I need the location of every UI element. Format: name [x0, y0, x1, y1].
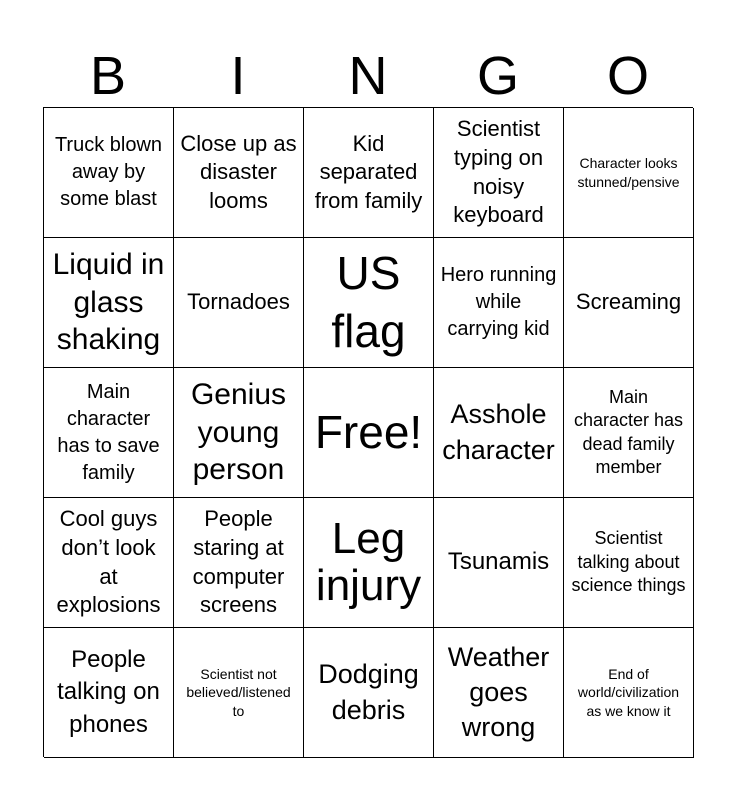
bingo-cell[interactable]: [434, 498, 564, 628]
cell-text: Asshole character: [442, 399, 555, 465]
bingo-cell[interactable]: [304, 108, 434, 238]
cell-text: Hero running while carrying kid: [440, 264, 557, 340]
bingo-cell[interactable]: [174, 628, 304, 758]
cell-text: Liquid in glass shaking: [52, 248, 165, 357]
cell-text: Tornadoes: [187, 289, 290, 315]
free-space[interactable]: [304, 368, 434, 498]
free-space-text: Free!: [314, 405, 423, 458]
cell-text: Dodging debris: [318, 659, 419, 725]
cell-text: Leg injury: [315, 514, 422, 610]
cell-text: Scientist not believed/listened to: [186, 666, 291, 719]
cell-text: Cool guys don’t look at explosions: [56, 506, 161, 618]
header-letter-n: N: [348, 46, 388, 106]
bingo-header: [43, 45, 693, 107]
bingo-cell[interactable]: [304, 628, 434, 758]
cell-text: Weather goes wrong: [447, 641, 550, 743]
cell-text: End of world/civilization as we know it: [577, 666, 680, 719]
bingo-cell[interactable]: [564, 498, 694, 628]
bingo-cell[interactable]: [174, 108, 304, 238]
cell-text: Character looks stunned/pensive: [577, 155, 680, 190]
cell-text: Kid separated from family: [314, 130, 423, 213]
bingo-cell[interactable]: [44, 628, 174, 758]
bingo-cell[interactable]: [44, 498, 174, 628]
cell-text: Main character has to save family: [57, 380, 160, 484]
bingo-cell[interactable]: [44, 108, 174, 238]
header-letter-o: O: [606, 46, 649, 106]
header-letter-i: I: [230, 46, 246, 106]
bingo-cell[interactable]: [44, 238, 174, 368]
cell-text: Scientist typing on noisy keyboard: [453, 116, 544, 228]
cell-text: Close up as disaster looms: [180, 130, 297, 213]
cell-text: Genius young person: [190, 378, 287, 487]
bingo-cell[interactable]: [174, 368, 304, 498]
bingo-cell[interactable]: [434, 368, 564, 498]
cell-text: Screaming: [575, 289, 682, 315]
cell-text: Main character has dead family member: [573, 386, 684, 477]
bingo-cell[interactable]: [174, 238, 304, 368]
cell-text: People talking on phones: [57, 645, 160, 738]
bingo-cell[interactable]: [564, 108, 694, 238]
bingo-cell[interactable]: [434, 628, 564, 758]
bingo-cell[interactable]: [434, 238, 564, 368]
cell-text: US flag: [331, 247, 406, 357]
bingo-cell[interactable]: [564, 238, 694, 368]
bingo-grid: [43, 107, 693, 757]
bingo-cell[interactable]: [174, 498, 304, 628]
bingo-cell[interactable]: [564, 368, 694, 498]
bingo-cell[interactable]: [304, 238, 434, 368]
bingo-cell[interactable]: [304, 498, 434, 628]
bingo-cell[interactable]: [44, 368, 174, 498]
header-letter-g: G: [476, 46, 519, 106]
bingo-cell[interactable]: [564, 628, 694, 758]
cell-text: People staring at computer screens: [192, 506, 285, 618]
cell-text: Scientist talking about science things: [571, 528, 686, 596]
cell-text: Truck blown away by some blast: [54, 134, 163, 210]
bingo-cell[interactable]: [434, 108, 564, 238]
header-letter-b: B: [89, 46, 127, 106]
cell-text: Tsunamis: [447, 548, 550, 576]
